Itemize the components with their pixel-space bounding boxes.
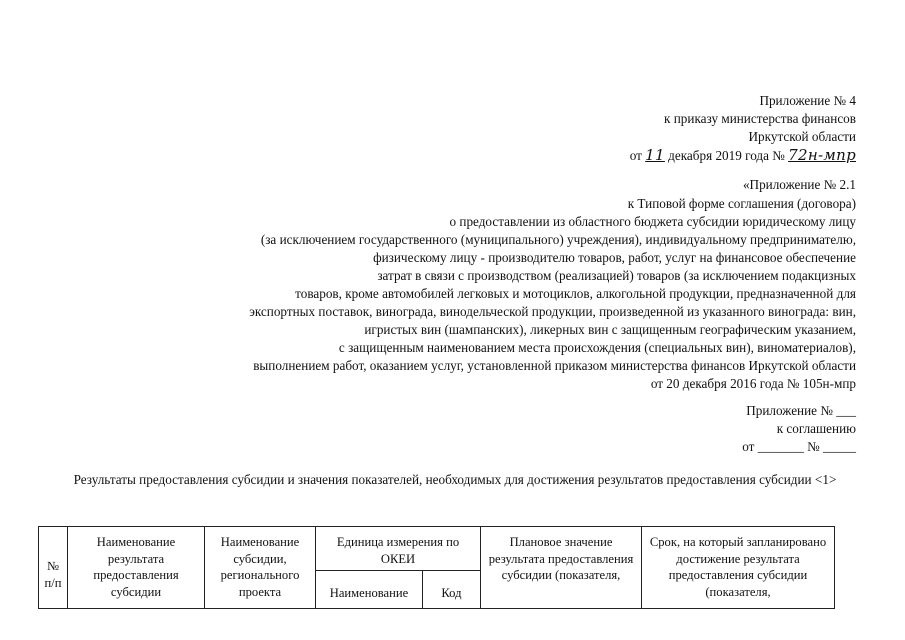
appendix-2-1-line: товаров, кроме автомобилей легковых и мотоциклов, алкогольной продукции, предназначенной для xyxy=(295,286,856,301)
appendix-2-1-line: «Приложение № 2.1 xyxy=(742,177,856,192)
column-header-number xyxy=(39,527,68,609)
appendix-2-1-line: затрат в связи с производством (реализацией) товаров (за исключением подакцизных xyxy=(377,268,856,283)
column-header-planned-value xyxy=(481,527,642,609)
document-title: Результаты предоставления субсидии и значения показателей, необходимых для достижения результатов предоставления субсидии <1> xyxy=(73,472,837,487)
appendix-2-1-line: к Типовой форме соглашения (договора) xyxy=(627,196,856,211)
column-header-result-name-text: Наименование результата предоставления субсидии xyxy=(93,535,179,599)
date-rest: декабря 2019 года № xyxy=(668,148,785,163)
column-header-number-text: № п/п xyxy=(44,559,62,590)
column-header-deadline-text: Срок, на который запланировано достижение результата предоставления субсидии (показателя, xyxy=(649,535,827,599)
agreement-appendix-number: Приложение № ___ xyxy=(746,403,856,418)
appendix-2-1-line: (за исключением государственного (муниципального) учреждения), индивидуальному предпринимателю, xyxy=(260,232,856,247)
appendix-4-date-line xyxy=(630,146,856,165)
appendix-2-1-line: о предоставлении из областного бюджета субсидии юридическому лицу xyxy=(449,214,856,229)
results-table xyxy=(38,526,835,609)
column-header-subsidy-name xyxy=(205,527,316,609)
agreement-appendix-ref: к соглашению xyxy=(776,421,856,436)
appendix-2-1-line: физическому лицу - производителю товаров, работ, услуг на финансовое обеспечение xyxy=(373,250,856,265)
agreement-appendix-date: от _______ № _____ xyxy=(742,439,856,454)
appendix-2-1-line: игристых вин (шампанских), ликерных вин с защищенным географическим указанием, xyxy=(364,322,856,337)
column-header-unit-code-text: Код xyxy=(441,586,462,601)
column-header-deadline xyxy=(642,527,835,609)
appendix-4-order-ref: к приказу министерства финансов xyxy=(664,111,856,126)
appendix-4-header xyxy=(630,92,856,165)
appendix-4-title: Приложение № 4 xyxy=(759,93,856,108)
appendix-2-1-line: от 20 декабря 2016 года № 105н-мпр xyxy=(650,376,856,391)
appendix-2-1-line: с защищенным наименованием места происхождения (специальных вин), виноматериалов), xyxy=(338,340,856,355)
appendix-2-1-line: выполнением работ, оказанием услуг, установленной приказом министерства финансов Иркутской области xyxy=(253,358,856,373)
column-header-unit-name-text: Наименование xyxy=(329,586,409,601)
column-header-unit-code xyxy=(422,571,480,609)
date-day-handwritten: 11 xyxy=(645,146,665,164)
column-header-result-name xyxy=(68,527,205,609)
column-header-unit xyxy=(316,527,481,571)
appendix-4-region: Иркутской области xyxy=(748,129,856,144)
date-prefix: от xyxy=(629,148,642,163)
agreement-appendix-header xyxy=(742,402,856,456)
appendix-2-1-line: экспортных поставок, винограда, винодельческой продукции, произведенной из указанного винограда: вин, xyxy=(249,304,856,319)
column-header-unit-name xyxy=(316,571,423,609)
column-header-subsidy-name-text: Наименование субсидии, регионального проекта xyxy=(220,535,300,599)
appendix-2-1-header xyxy=(249,176,856,393)
order-number-handwritten: 72н-мпр xyxy=(788,146,856,164)
column-header-unit-text: Единица измерения по ОКЕИ xyxy=(336,535,460,566)
column-header-planned-value-text: Плановое значение результата предоставления субсидии (показателя, xyxy=(488,535,634,582)
